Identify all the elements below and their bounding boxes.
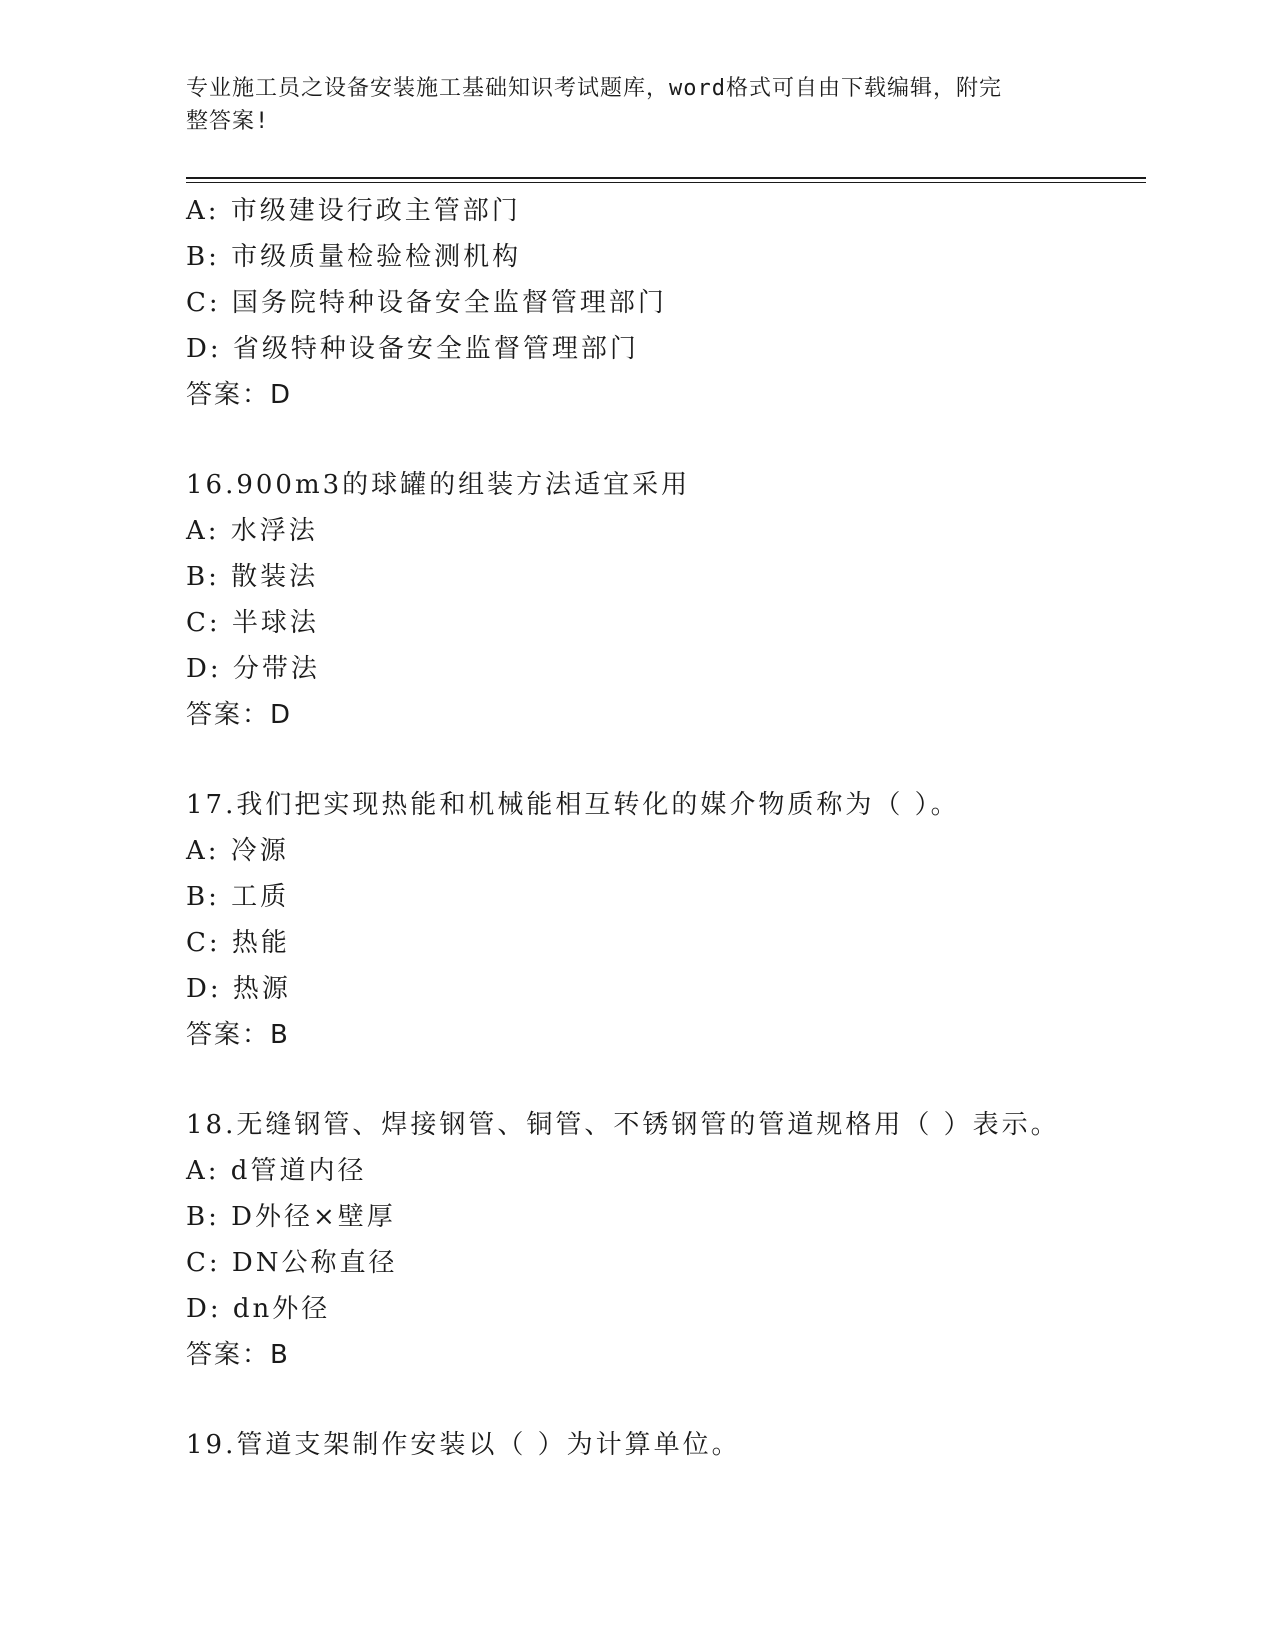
question-text: 18.无缝钢管、焊接钢管、铜管、不锈钢管的管道规格用（ ）表示。 [186,1110,1060,1140]
question-text: 19.管道支架制作安装以（ ）为计算单位。 [186,1430,741,1460]
option-d: D: 热源 [186,974,291,1004]
option-a: A: 冷源 [186,836,289,866]
option-a: A: d管道内径 [186,1156,367,1186]
option-b: B: 工质 [186,882,290,912]
option-c: C: 热能 [186,928,290,958]
option-d: D: 分带法 [186,654,320,684]
question-16 [186,462,1146,738]
answer: 答案：D [186,700,293,730]
option-d: D: dn外径 [186,1294,331,1324]
header-divider-thin [186,182,1146,183]
question-17 [186,782,1146,1058]
header-line-2: 整答案! [186,109,270,134]
option-b: B: D外径×壁厚 [186,1202,396,1232]
option-c: C: 国务院特种设备安全监督管理部门 [186,288,667,318]
option-b: B: 散装法 [186,562,319,592]
option-b: B: 市级质量检验检测机构 [186,242,522,272]
option-c: C: 半球法 [186,608,319,638]
question-list [186,188,1146,1468]
document-header [186,72,1066,138]
question-18 [186,1102,1146,1378]
question-19 [186,1422,1146,1468]
answer: 答案：B [186,1020,290,1050]
question-text: 17.我们把实现热能和机械能相互转化的媒介物质称为（ ）。 [186,790,960,820]
option-d: D: 省级特种设备安全监督管理部门 [186,334,639,364]
header-divider-thick [186,177,1146,179]
answer: 答案：D [186,380,293,410]
option-c: C: DN公称直径 [186,1248,398,1278]
option-a: A: 市级建设行政主管部门 [186,196,521,226]
question-text: 16.900m3的球罐的组装方法适宜采用 [186,470,691,500]
header-line-1: 专业施工员之设备安装施工基础知识考试题库，word格式可自由下载编辑，附完 [186,76,1002,101]
option-a: A: 水浮法 [186,516,318,546]
answer: 答案：B [186,1340,290,1370]
question-15 [186,188,1146,418]
